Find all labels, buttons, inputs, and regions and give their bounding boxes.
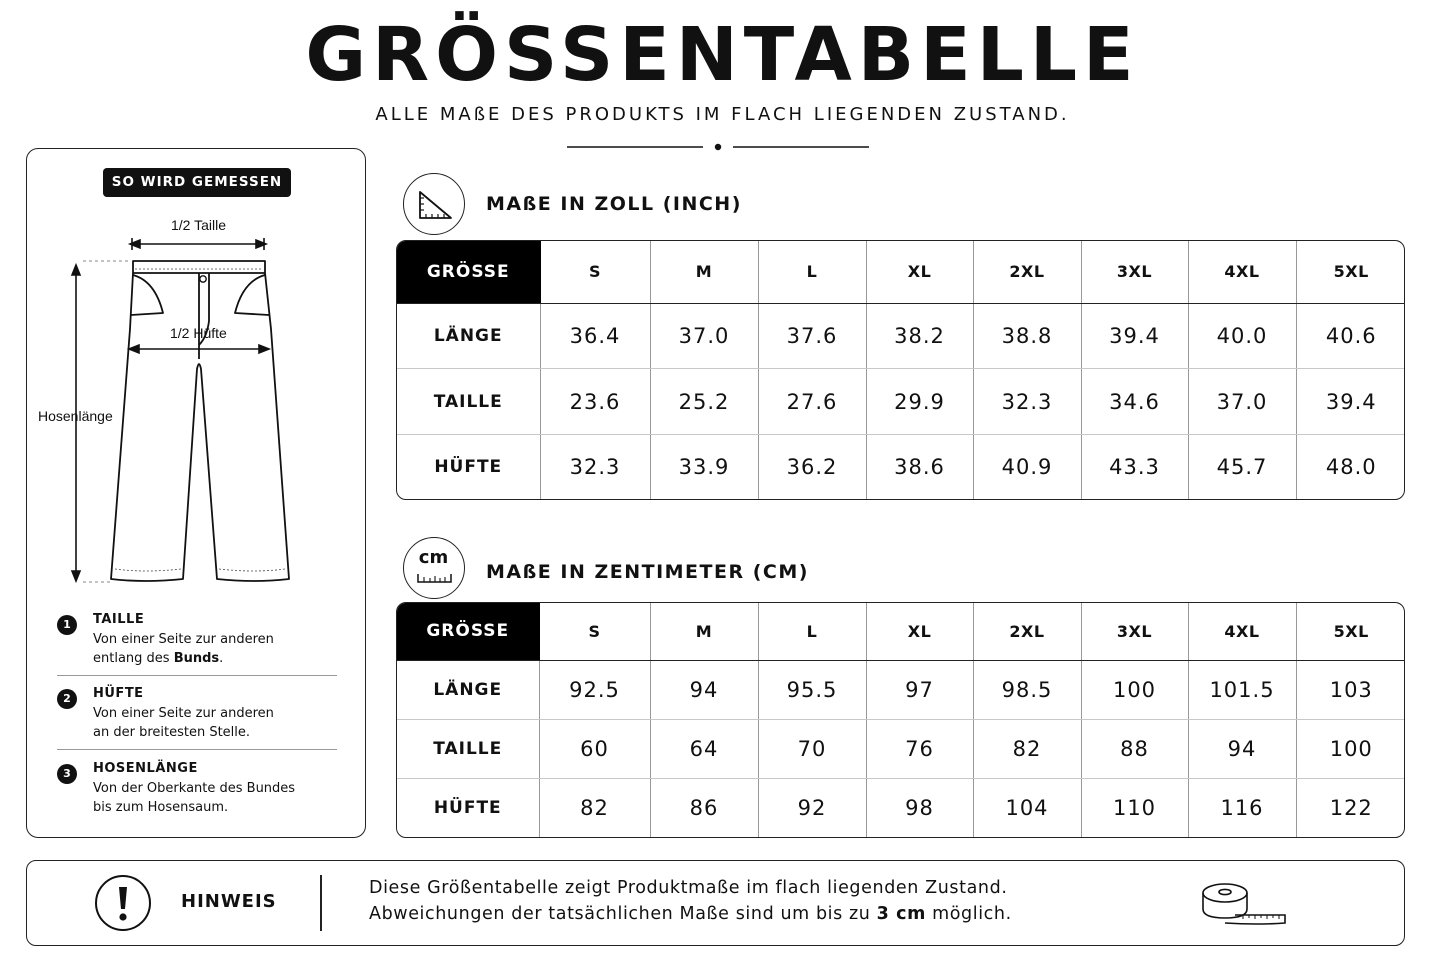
table-cell: 82: [539, 779, 650, 837]
cm-icon-text: cm: [418, 547, 449, 568]
note-text: Diese Größentabelle zeigt Produktmaße im flach liegenden Zustand. Abweichungen der tatsächlichen Maße sind um bis zu 3 cm möglich.: [369, 878, 1012, 924]
table-cell: 60: [539, 719, 650, 778]
table-header-row: [397, 603, 1405, 660]
table-cell: 110: [1081, 779, 1188, 837]
legend-title: TAILLE: [93, 612, 145, 627]
size-column-header: XL: [866, 241, 973, 303]
table-cell: 82: [973, 719, 1081, 778]
inch-size-table: [396, 240, 1405, 500]
measuring-tape-icon: [1197, 879, 1289, 929]
pants-diagram: [27, 209, 367, 589]
table-row: [397, 660, 1405, 719]
table-cell: 97: [866, 660, 973, 719]
exclamation-icon: [95, 875, 151, 931]
table-cell: 76: [866, 719, 973, 778]
table-cell: 34.6: [1081, 369, 1188, 435]
measuring-guide-panel: [26, 148, 366, 838]
hip-label: 1/2 Hüfte: [170, 325, 227, 341]
table-cell: 37.0: [650, 303, 758, 369]
table-cell: 27.6: [758, 369, 866, 435]
page-title: GRÖSSENTABELLE: [305, 12, 1140, 98]
table-cell: 64: [650, 719, 758, 778]
table-cell: 33.9: [650, 435, 758, 499]
table-cell: 100: [1081, 660, 1188, 719]
table-cell: 98.5: [973, 660, 1081, 719]
table-row: [397, 369, 1405, 435]
legend-number: 1: [57, 615, 77, 635]
table-cell: 36.2: [758, 435, 866, 499]
table-cell: 38.8: [973, 303, 1081, 369]
legend-number: 2: [57, 689, 77, 709]
size-column-header: 4XL: [1188, 603, 1296, 660]
cm-size-table: [396, 602, 1405, 838]
table-cell: 29.9: [866, 369, 973, 435]
table-cell: 88: [1081, 719, 1188, 778]
row-label: TAILLE: [397, 719, 539, 778]
table-cell: 95.5: [758, 660, 866, 719]
size-column-header: S: [540, 241, 650, 303]
table-cell: 98: [866, 779, 973, 837]
size-column-header: L: [758, 241, 866, 303]
row-label: LÄNGE: [397, 303, 540, 369]
table-cell: 94: [1188, 719, 1296, 778]
legend-description: Von einer Seite zur anderen entlang des Bunds.: [93, 632, 274, 666]
page-subtitle: ALLE MAßE DES PRODUKTS IM FLACH LIEGENDEN ZUSTAND.: [375, 104, 1070, 125]
legend-divider: [57, 675, 337, 676]
table-cell: 86: [650, 779, 758, 837]
table-cell: 40.0: [1188, 303, 1296, 369]
cm-section-title: MAßE IN ZENTIMETER (CM): [486, 561, 809, 583]
table-cell: 37.0: [1188, 369, 1296, 435]
table-cell: 38.6: [866, 435, 973, 499]
size-header-cell: GRÖSSE: [397, 241, 540, 303]
table-cell: 92.5: [539, 660, 650, 719]
size-column-header: 2XL: [973, 603, 1081, 660]
legend-title: HOSENLÄNGE: [93, 761, 198, 776]
table-cell: 94: [650, 660, 758, 719]
row-label: HÜFTE: [397, 779, 539, 837]
table-cell: 101.5: [1188, 660, 1296, 719]
size-header-cell: GRÖSSE: [397, 603, 539, 660]
size-column-header: 5XL: [1296, 603, 1405, 660]
note-label: HINWEIS: [181, 891, 277, 912]
table-cell: 100: [1296, 719, 1405, 778]
table-cell: 70: [758, 719, 866, 778]
table-cell: 32.3: [540, 435, 650, 499]
table-cell: 32.3: [973, 369, 1081, 435]
size-column-header: 5XL: [1296, 241, 1405, 303]
table-row: [397, 435, 1405, 499]
table-row: [397, 303, 1405, 369]
how-to-measure-badge: SO WIRD GEMESSEN: [103, 168, 291, 197]
table-cell: 36.4: [540, 303, 650, 369]
legend-title: HÜFTE: [93, 686, 144, 701]
legend-divider: [57, 749, 337, 750]
table-cell: 122: [1329, 796, 1373, 821]
legend-description: Von der Oberkante des Bundes bis zum Hosensaum.: [93, 781, 296, 815]
table-cell: 104: [973, 779, 1081, 837]
size-column-header: M: [650, 241, 758, 303]
table-row: [397, 779, 1405, 837]
table-cell: 103: [1296, 660, 1405, 719]
inch-section-title: MAßE IN ZOLL (INCH): [486, 193, 742, 215]
table-cell: 38.2: [866, 303, 973, 369]
size-column-header: 3XL: [1081, 603, 1188, 660]
table-cell: 37.6: [758, 303, 866, 369]
waist-label: 1/2 Taille: [171, 217, 227, 233]
table-cell: 39.4: [1296, 369, 1405, 435]
table-header-row: [397, 241, 1405, 303]
table-cell: 23.6: [540, 369, 650, 435]
table-cell: 45.7: [1188, 435, 1296, 499]
legend-number: 3: [57, 764, 77, 784]
size-column-header: S: [539, 603, 650, 660]
table-cell: 39.4: [1081, 303, 1188, 369]
row-label: TAILLE: [397, 369, 540, 435]
cm-ruler-icon: [403, 537, 465, 599]
row-label: LÄNGE: [397, 660, 539, 719]
length-label: Hosenlänge: [38, 408, 113, 424]
table-cell: 116: [1188, 779, 1296, 837]
size-column-header: M: [650, 603, 758, 660]
size-column-header: 4XL: [1188, 241, 1296, 303]
size-column-header: 3XL: [1081, 241, 1188, 303]
table-cell: 92: [758, 779, 866, 837]
table-row: [397, 719, 1405, 778]
table-cell: 40.6: [1296, 303, 1405, 369]
title-divider: [567, 141, 869, 153]
table-cell: 40.9: [973, 435, 1081, 499]
table-cell: 25.2: [650, 369, 758, 435]
legend-description: Von einer Seite zur anderen an der breitesten Stelle.: [93, 706, 274, 740]
table-cell: 48.0: [1325, 455, 1377, 480]
size-column-header: 2XL: [973, 241, 1081, 303]
ruler-triangle-icon: [403, 173, 465, 235]
table-cell: 43.3: [1081, 435, 1188, 499]
note-divider: [320, 875, 322, 931]
note-box: [26, 860, 1405, 946]
row-label: HÜFTE: [397, 435, 540, 499]
size-column-header: XL: [866, 603, 973, 660]
size-column-header: L: [758, 603, 866, 660]
